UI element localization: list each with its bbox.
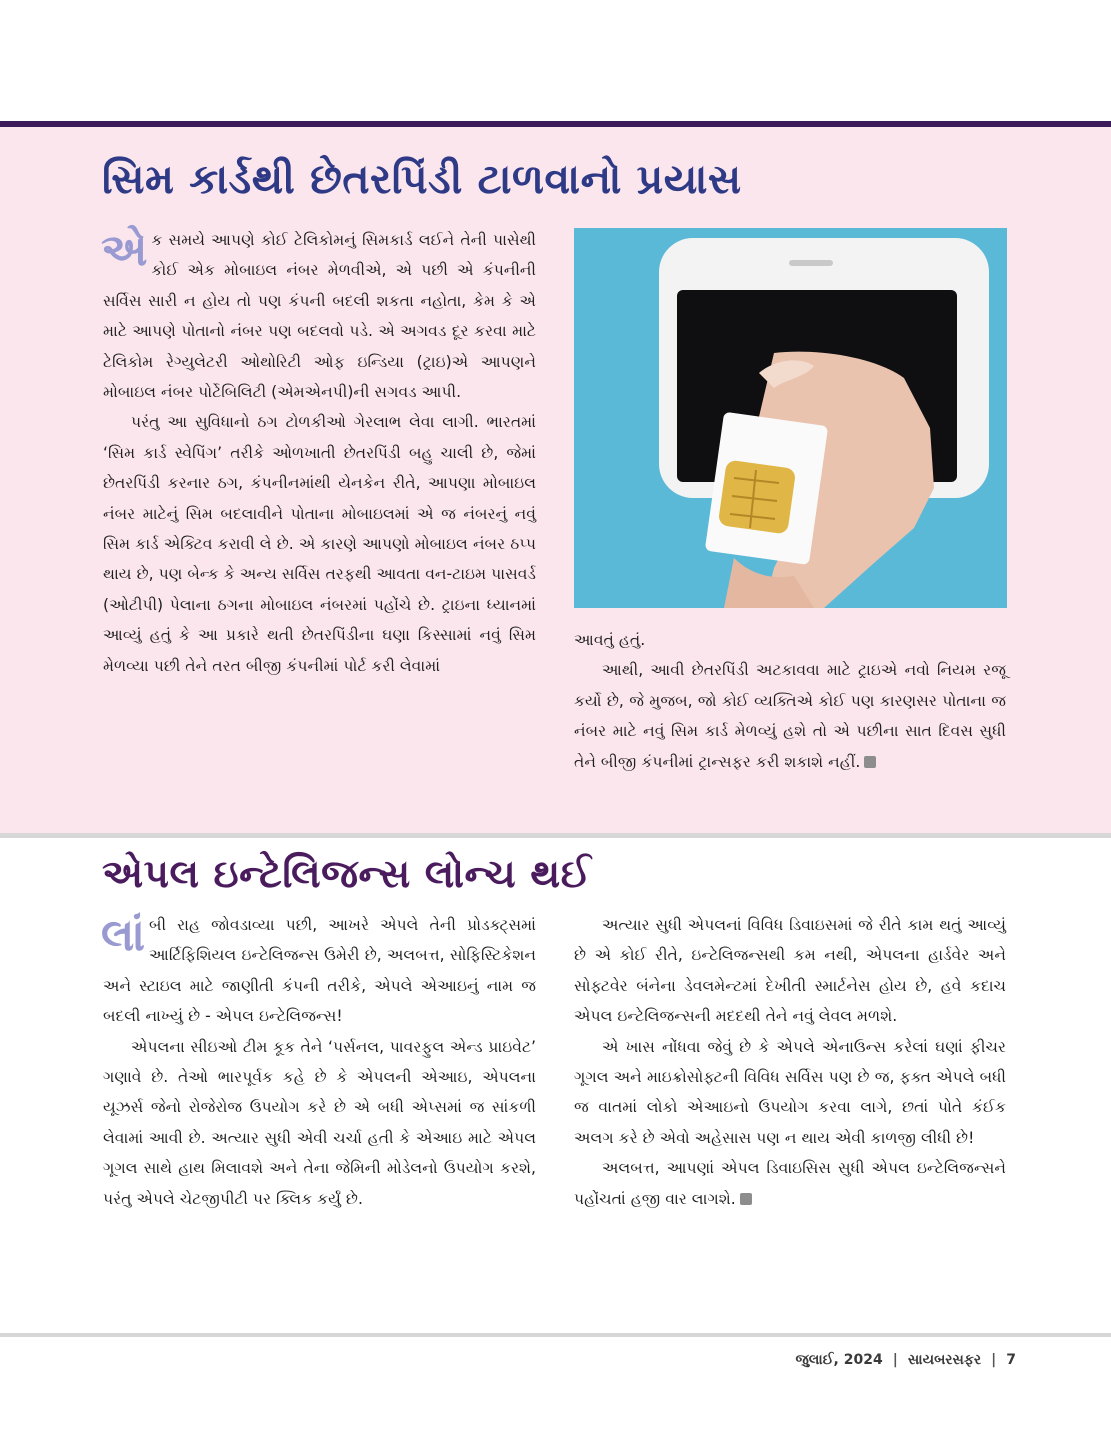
end-mark-icon	[740, 1193, 752, 1205]
footer-date: જુલાઈ, 2024	[795, 1352, 883, 1368]
sim-article-paragraph-2: પરંતુ આ સુવિધાનો ઠગ ટોળકીઓ ગેરલાભ લેવા લાગી. ભારતમાં ‘સિમ કાર્ડ સ્વેપિંગ’ તરીકે ઓળખાતી છેતરપિંડી બહુ ચાલી છે, જેમાં છેતરપિંડી કરનાર ઠગ, કંપનીનમાંથી યેનકેન રીતે, આપણા મોબાઇલ નંબર માટેનું સિમ બદલાવીને પોતાના મોબાઇલમાં એ જ નંબરનું નવું સિમ કાર્ડ એક્ટિવ કરાવી લે છે. એ કારણે આપણો મોબાઇલ નંબર ઠપ્પ થાય છે, પણ બેન્ક કે અન્ય સર્વિસ તરફથી આવતા વન-ટાઇમ પાસવર્ડ (ઓટીપી) પેલાના ઠગના મોબાઇલ નંબરમાં પહોંચે છે. ટ્રાઇના ધ્યાનમાં આવ્યું હતું કે આ પ્રકારે થતી છેતરપિંડીના ઘણા કિસ્સામાં નવું સિમ મેળવ્યા પછી તેને તરત બીજી કંપનીમાં પોર્ટ કરી લેવામાં	[103, 413, 536, 675]
page-number: 7	[1006, 1352, 1016, 1368]
apple-article-column-1	[103, 910, 536, 1320]
footer-separator: |	[892, 1352, 898, 1368]
section-divider	[0, 833, 1111, 838]
apple-article-paragraph-3: અત્યાર સુધી એપલનાં વિવિધ ડિવાઇસમાં જે રીતે કામ થતું આવ્યું છે એ કોઈ રીતે, ઇન્ટેલિજન્સથી કમ નથી, એપલના હાર્ડવેર અને સોફ્ટવેર બંનેના ડેવલમેન્ટમાં દેખીતી સ્માર્ટનેસ હોય છે, હવે કદાચ એપલ ઇન્ટેલિજન્સની મદદથી તેને નવું લેવલ મળશે.	[574, 916, 1006, 1026]
footer-separator: |	[991, 1352, 997, 1368]
sim-article-paragraph-1: એક સમયે આપણે કોઈ ટેલિકોમનું સિમકાર્ડ લઈને તેની પાસેથી કોઈ એક મોબાઇલ નંબર મેળવીએ, એ પછી એ કંપનીની સર્વિસ સારી ન હોય તો પણ કંપની બદલી શકતા નહોતા, કેમ કે એ માટે આપણે પોતાનો નંબર પણ બદલવો પડે. એ અગવડ દૂર કરવા માટે ટેલિકોમ રેગ્યુલેટરી ઓથોરિટી ઓફ ઇન્ડિયા (ટ્રાઇ)એ આપણને મોબાઇલ નંબર પોર્ટેબિલિટી (એમએનપી)ની સગવડ આપી.	[101, 225, 536, 402]
end-mark-icon	[864, 756, 876, 768]
sim-card-photo	[574, 228, 1007, 608]
footer-divider	[0, 1333, 1111, 1337]
sim-article-column-1	[103, 225, 536, 825]
page-footer	[795, 1352, 1016, 1368]
apple-article-paragraph-4: એ ખાસ નોંધવા જેવું છે કે એપલે એનાઉન્સ કરેલાં ઘણાં ફીચર ગૂગલ અને માઇક્રોસોફ્ટની વિવિધ સર્વિસ પણ છે જ, ફક્ત એપલે બધી જ વાતમાં લોકો એઆઇનો ઉપયોગ કરવા લાગે, છતાં પોતે કંઈક અલગ કરે છે એવો અહેસાસ પણ ન થાય એવી કાળજી લીધી છે!	[574, 1037, 1006, 1147]
apple-article-title: એપલ ઇન્ટેલિજન્સ લોન્ચ થઈ	[102, 852, 592, 897]
drop-cap: લાં	[101, 910, 146, 961]
apple-article-column-2	[574, 910, 1006, 1320]
drop-cap: એ	[101, 225, 148, 276]
footer-magazine: સાયબરસફર	[907, 1352, 982, 1368]
sim-article-column-2	[574, 625, 1006, 825]
apple-article-paragraph-1: લાંબી રાહ જોવડાવ્યા પછી, આખરે એપલે તેની પ્રોડક્ટ્સમાં આર્ટિફિશિયલ ઇન્ટેલિજન્સ ઉમેરી છે, અલબત્ત, સોફિસ્ટિકેશન અને સ્ટાઇલ માટે જાણીતી કંપની તરીકે, એપલે એઆઇનું નામ જ બદલી નાખ્યું છે - એપલ ઇન્ટેલિજન્સ!	[101, 910, 536, 1026]
apple-article-paragraph-2: એપલના સીઇઓ ટીમ કૂક તેને ‘પર્સનલ, પાવરફુલ એન્ડ પ્રાઇવેટ’ ગણાવે છે. તેઓ ભારપૂર્વક કહે છે કે એપલની એઆઇ, એપલના યૂઝર્સ જેનો રોજેરોજ ઉપયોગ કરે છે એ બધી એપ્સમાં જ સાંકળી લેવામાં આવી છે. અત્યાર સુધી એવી ચર્ચા હતી કે એઆઇ માટે એપલ ગૂગલ સાથે હાથ મિલાવશે અને તેના જેમિની મોડેલનો ઉપયોગ કરશે, પરંતુ એપલે ચેટજીપીટી પર ક્લિક કર્યું છે.	[103, 1037, 536, 1208]
sim-article-title: સિમ કાર્ડથી છેતરપિંડી ટાળવાનો પ્રયાસ	[102, 155, 742, 203]
sim-article-paragraph-4: આથી, આવી છેતરપિંડી અટકાવવા માટે ટ્રાઇએ નવો નિયમ રજૂ કર્યો છે, જે મુજબ, જો કોઈ વ્યક્તિએ કોઈ પણ કારણસર પોતાના જ નંબર માટે નવું સિમ કાર્ડ મેળવ્યું હશે તો એ પછીના સાત દિવસ સુધી તેને બીજી કંપનીમાં ટ્રાન્સફર કરી શકાશે નહીં.	[574, 661, 1006, 771]
apple-article-paragraph-5: અલબત્ત, આપણાં એપલ ડિવાઇસિસ સુધી એપલ ઇન્ટેલિજન્સને પહોંચતાં હજી વાર લાગશે.	[574, 1159, 1006, 1208]
sim-article-paragraph-3: આવતું હતું.	[574, 631, 646, 649]
